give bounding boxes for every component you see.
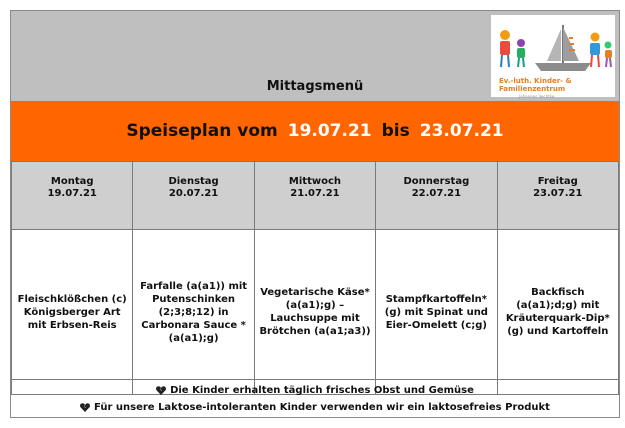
header <box>11 11 619 101</box>
day-header-friday <box>497 162 618 230</box>
footer-note-1 <box>11 382 619 399</box>
day-name: Dienstag <box>168 176 219 187</box>
banner-prefix: Speiseplan vom <box>126 121 278 141</box>
meal-monday: Fleischklößchen (c) Königsberger Art mit Erbsen-Reis <box>12 230 133 395</box>
banner-middle: bis <box>381 121 410 141</box>
meal-row <box>12 230 619 395</box>
menu-table <box>11 161 619 395</box>
day-date: 23.07.21 <box>533 188 583 199</box>
day-date: 22.07.21 <box>411 188 462 199</box>
meal-friday: Backfisch (a(a1);d;g) mit Kräuterquark-Dip*(g) und Kartoffeln <box>497 230 618 395</box>
logo-line2: Familienzentrum <box>499 85 566 93</box>
day-header-thursday <box>376 162 497 230</box>
menu-title: Mittagsmenü <box>266 79 364 94</box>
footer-note-2 <box>11 399 619 416</box>
week-banner <box>11 101 619 161</box>
footer-notes <box>11 379 619 418</box>
day-date: 19.07.21 <box>47 188 97 199</box>
day-header-tuesday <box>133 162 254 230</box>
day-name: Montag <box>50 176 94 187</box>
logo-line3: Johannes Vechtke <box>519 94 555 99</box>
logo-line1: Ev.-luth. Kinder- & <box>499 77 572 85</box>
day-name: Mittwoch <box>288 176 342 187</box>
day-date: 20.07.21 <box>168 188 219 199</box>
day-header-wednesday <box>254 162 375 230</box>
meal-tuesday: Farfalle (a(a1)) mit Putenschinken (2;3;8;12) in Carbonara Sauce *(a(a1);g) <box>133 230 254 395</box>
day-header-row <box>12 162 619 230</box>
broken-heart-icon <box>156 386 166 395</box>
meal-thursday: Stampfkartoffeln* (g) mit Spinat und Eier-Omelett (c;g) <box>376 230 497 395</box>
banner-start-date: 19.07.21 <box>287 121 372 141</box>
footer-note-2-text: Für unsere Laktose-intoleranten Kinder verwenden wir ein laktosefreies Produkt <box>94 402 550 413</box>
logo <box>491 15 615 97</box>
broken-heart-icon <box>80 403 90 412</box>
day-header-monday <box>12 162 133 230</box>
menu-sheet <box>10 10 620 418</box>
day-name: Freitag <box>537 176 578 187</box>
footer-note-1-text: Die Kinder erhalten täglich frisches Obst und Gemüse <box>170 385 474 396</box>
day-name: Donnerstag <box>403 176 470 187</box>
family-boat-logo-icon <box>491 15 615 75</box>
banner-end-date: 23.07.21 <box>419 121 504 141</box>
day-date: 21.07.21 <box>290 188 340 199</box>
meal-wednesday: Vegetarische Käse* (a(a1);g) – Lauchsuppe mit Brötchen (a(a1;a3)) <box>254 230 375 395</box>
